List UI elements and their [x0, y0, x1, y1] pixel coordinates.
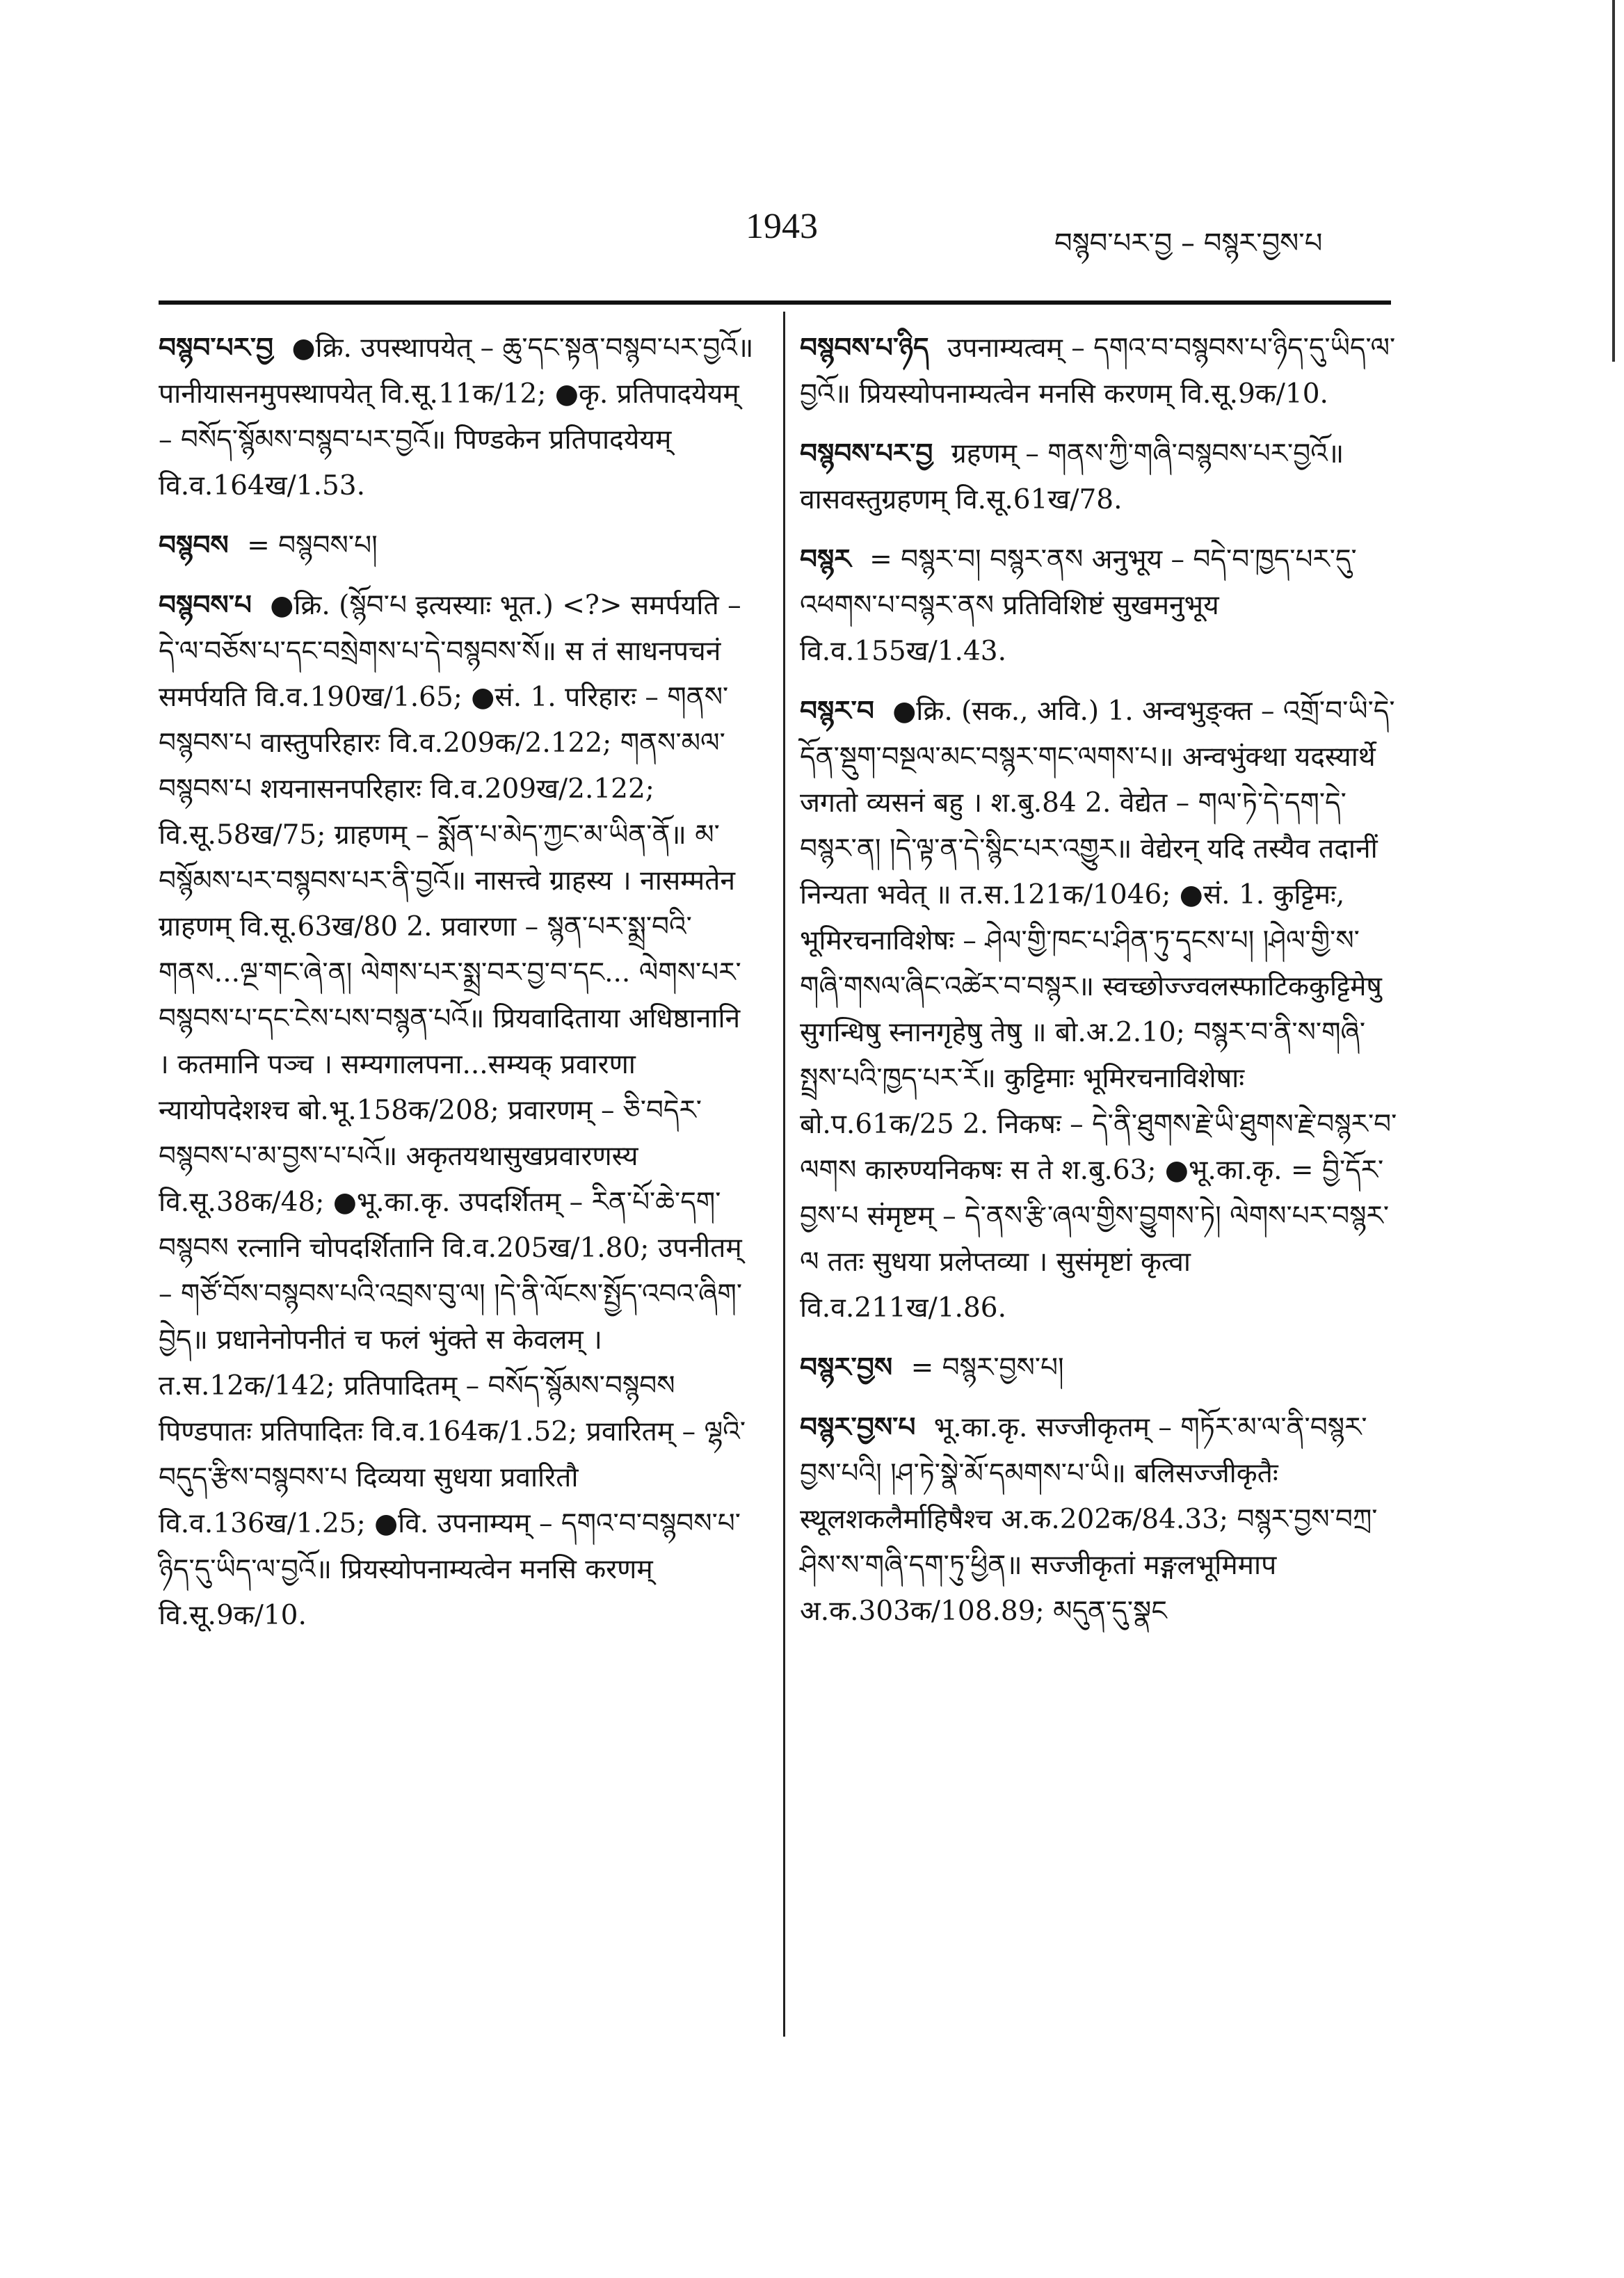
page-edge — [1612, 0, 1615, 362]
right-column — [800, 326, 1398, 1649]
headword: བསྙར་བྱས་པ — [800, 1412, 916, 1443]
entry — [159, 583, 757, 1639]
headword: བསྙབས་པར་བྱ — [800, 438, 933, 470]
column-divider — [783, 312, 785, 2037]
entry — [800, 431, 1398, 523]
entry-text: ●क्रि. उपस्थापयेत् – ཆུ་དང་སྟན་བསྙབ་པར་བྱའོ॥ पानीयासनमुपस्थापयेत् वि.सू.11क/12; ●कृ. प्रतिपादयेयम् – བསོད་སྙོམས་བསྙབ་པར་བྱའོ॥ पिण्डकेन प्रतिपादयेयम् वि.व.164ख/1.53. — [159, 332, 754, 502]
entry-text: ●क्रि. (सक., अवि.) 1. अन्वभुङ्क्त – འགྲོ་བ་ཡི་དེ་དོན་སྡུག་བསྔལ་མང་བསྙར་གང་ལགས་པ॥ अन्वभुंक्था यदस्यार्थे जगतो व्यसनं बहु । श.बु.84 2. वेद्येत – གལ་ཏེ་དེ་དག་དེ་བསྙར་ན། །དེ་ལྟ་ན་དེ་སྙིང་པར་འགྱུར॥ वेद्येरन् यदि तस्यैव तदानीं निन्यता भवेत् ॥ त.स.121क/1046; ●सं. 1. कुट्टिमः, भूमिरचनाविशेषः – ཤེལ་གྱི་ཁང་པ་ཤིན་ཏུ་དྭངས་པ། །ཤེལ་གྱི་ས་གཞི་གསལ་ཞིང་འཚེར་བ་བསྙར॥ स्वच्छोज्ज्वलस्फाटिककुट्टिमेषु सुगन्धिषु स्नानगृहेषु तेषु ॥ बो.अ.2.10; བསྙར་བ་ནི་ས་གཞི་སྤྲས་པའི་ཁྱད་པར་རོ॥ कुट्टिमाः भूमिरचनाविशेषाः बो.प.61क/25 2. निकषः – དེ་ནི་ཐུགས་རྗེ་ཡི་ཐུགས་རྗེ་བསྙར་བ་ལགས कारुण्यनिकषः स ते श.बु.63; ●भू.का.कृ. = བྱི་དོར་བྱས་པ संमृष्टम् – དེ་ནས་རྩི་ཞལ་གྱིས་བྱུགས་ཏེ། ལེགས་པར་བསྙར་ལ ततः सुधया प्रलेप्तव्या । सुसंमृष्टां कृत्वा वि.व.211ख/1.86. — [800, 696, 1397, 1324]
headword: བསྙབ་པར་བྱ — [159, 332, 274, 364]
headword: བསྙར་བྱས — [800, 1352, 893, 1383]
header-rule — [159, 300, 1391, 305]
entry — [800, 689, 1398, 1331]
headword: བསྙར་བ — [800, 696, 874, 727]
entry-text: = བསྙར་བ། བསྙར་ནས अनुभूय – བདེ་བ་ཁྱད་པར་དུ་འཕགས་པ་བསྙར་ནས प्रतिविशिष्टं सुखमनुभूय वि.व.155ख/1.43. — [800, 544, 1357, 667]
entry-text: ●क्रि. (སྙོབ་པ इत्यस्याः भूत.) <?> समर्पयति – དེ་ལ་བཅོས་པ་དང་བསྲེགས་པ་དེ་བསྙབས་སོ॥ स तं साधनपचनं समर्पयति वि.व.190ख/1.65; ●सं. 1. परिहारः – གནས་བསྙབས་པ वास्तुपरिहारः वि.व.209क/2.122; གནས་མལ་བསྙབས་པ शयनासनपरिहारः वि.व.209ख/2.122; वि.सू.58ख/75; ग्राहणम् – སྨོན་པ་མེད་ཀྱང་མ་ཡིན་ནོ॥ མ་བསྙོམས་པར་བསྙབས་པར་ནི་བྱའོ॥ नासत्त्वे ग्राहस्य । नासम्मतेन ग्राहणम् वि.सू.63ख/80 2. प्रवारणा – སྙན་པར་སྨྲ་བའི་གནས...ལྔ་གང་ཞེ་ན། ལེགས་པར་སྨྲ་བར་བྱ་བ་དང... ལེགས་པར་བསྙབས་པ་དང་ངེས་པས་བསྙན་པའོ॥ प्रियवादिताया अधिष्ठानानि । कतमानि पञ्च । सम्यगालपना...सम्यक् प्रवारणा न्यायोपदेशश्च बो.भू.158क/208; प्रवारणम् – ཅི་བདེར་བསྙབས་པ་མ་བྱས་པ་པའོ॥ अकृतयथासुखप्रवारणस्य वि.सू.38क/48; ●भू.का.कृ. उपदर्शितम् – རིན་པོ་ཆེ་དག་བསྙབས रत्नानि चोपदर्शितानि वि.व.205ख/1.80; उपनीतम् – གཙོ་བོས་བསྙབས་པའི་འབྲས་བུ་ལ། །དེ་ནི་ལོངས་སྤྱོད་འབའ་ཞིག་བྱེད॥ प्रधानेनोपनीतं च फलं भुंक्ते स केवलम् । त.स.12क/142; प्रतिपादितम् – བསོད་སྙོམས་བསྙབས पिण्डपातः प्रतिपादितः वि.व.164क/1.52; प्रवारितम् – ལྷའི་བདུད་རྩིས་བསྙབས་པ दिव्यया सुधया प्रवारितौ वि.व.136ख/1.25; ●वि. उपनाम्यम् – དགའ་བ་བསྙབས་པ་ཉིད་དུ་ཡིད་ལ་བྱའོ॥ प्रियस्योपनाम्यत्वेन मनसि करणम् वि.सू.9क/10. — [159, 590, 746, 1631]
entry-text: भू.का.कृ. सज्जीकृतम् – གཏོར་མ་ལ་ནི་བསྙར་བྱས་པའི། །ཤ་ཏེ་སྣེ་མོ་དམགས་པ་ཡི॥ बलिसज्जीकृतैः स्थूलशकलैर्माहिषैश्च अ.क.202क/84.33; བསྙར་བྱས་བཀྲ་ཤིས་ས་གཞི་དག་ཏུ་ཕྱིན॥ सज्जीकृतां मङ्गलभूमिमाप अ.क.303क/108.89; མདུན་དུ་སྣང — [800, 1412, 1378, 1627]
running-head: བསྙབ་པར་བྱ – བསྙར་བྱས་པ — [1054, 227, 1323, 259]
headword: བསྙབས་པ — [159, 590, 252, 621]
entry — [159, 326, 757, 509]
entry — [800, 1405, 1398, 1635]
entry-text: = བསྙར་བྱས་པ། — [910, 1352, 1064, 1383]
page-number: 1943 — [746, 207, 818, 246]
entry-text: = བསྙབས་པ། — [247, 530, 378, 561]
entry — [800, 537, 1398, 675]
headword: བསྙབས — [159, 530, 229, 561]
headword: བསྙབས་པ་ཉིད — [800, 332, 929, 364]
entry — [800, 326, 1398, 417]
entry-text: ग्रहणम् – གནས་ཀྱི་གཞི་བསྙབས་པར་བྱའོ॥ वासवस्तुग्रहणम् वि.सू.61ख/78. — [800, 438, 1344, 515]
entry-text: उपनाम्यत्वम् – དགའ་བ་བསྙབས་པ་ཉིད་དུ་ཡིད་ལ་བྱའོ॥ प्रियस्योपनाम्यत्वेन मनसि करणम् वि.सू.9क/10. — [800, 332, 1396, 410]
headword: བསྙར — [800, 544, 851, 575]
left-column — [159, 326, 757, 1653]
entry — [800, 1345, 1398, 1391]
entry — [159, 523, 757, 569]
